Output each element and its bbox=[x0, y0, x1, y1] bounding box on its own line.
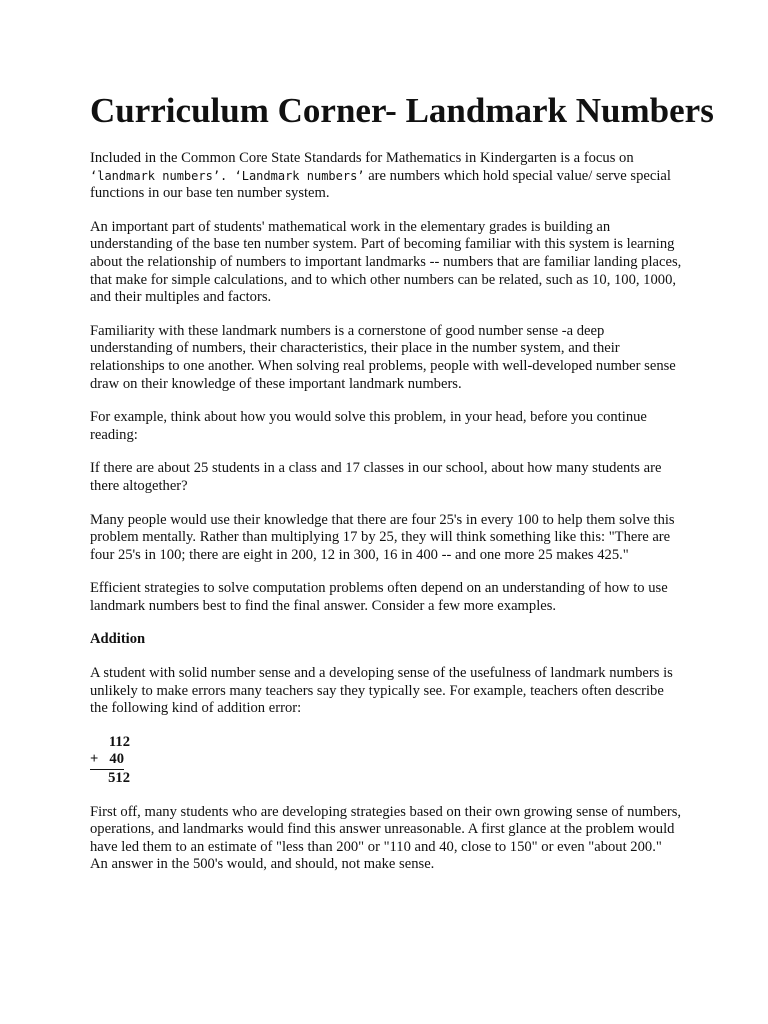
addend-1: 112 bbox=[108, 733, 130, 750]
addition-intro-paragraph: A student with solid number sense and a developing sense of the usefulness of landmark numbers is unlikely to make errors many teachers say they typically see. For example, teachers often describe the following kind of addition error: bbox=[90, 665, 673, 717]
result-row bbox=[90, 770, 130, 788]
document-page bbox=[90, 88, 714, 890]
paragraph-problem: If there are about 25 students in a class and 17 classes in our school, about how many students are there altogether? bbox=[90, 460, 662, 494]
page-title: Curriculum Corner- Landmark Numbers bbox=[90, 91, 714, 130]
intro-paragraph bbox=[90, 150, 682, 203]
intro-text-after: are numbers which hold special value/ serve special functions in our base ten number system. bbox=[90, 167, 671, 202]
addend-1-row bbox=[90, 734, 130, 752]
paragraph-mental-strategy: Many people would use their knowledge that there are four 25's in every 100 to help them solve this problem mentally. Rather than multiplying 17 by 25, they will think something like this: "There are four 25's in 100; there are eight in 200, 12 in 300, 16 in 400 -- and one more 25 makes 425." bbox=[90, 511, 675, 563]
addition-followup-paragraph: First off, many students who are developing strategies based on their own growing sense of numbers, operations, and landmarks would find this answer unreasonable. A first glance at the problem would have led them to an estimate of "less than 200" or "110 and 40, close to 150" or even "about 200." An answer in the 500's would, and should, not make sense. bbox=[90, 803, 682, 873]
paragraph-efficient-strategies: Efficient strategies to solve computation problems often depend on an understanding of how to use landmark numbers best to find the final answer. Consider a few more examples. bbox=[90, 580, 668, 614]
landmark-numbers-quote: ‘landmark numbers’. ‘Landmark numbers’ bbox=[90, 168, 365, 183]
paragraph-for-example: For example, think about how you would solve this problem, in your head, before you continue reading: bbox=[90, 409, 647, 443]
addend-2: 40 bbox=[109, 751, 124, 768]
sum-result: 512 bbox=[108, 770, 130, 787]
addition-heading: Addition bbox=[90, 631, 146, 648]
addend-2-row bbox=[90, 751, 124, 770]
paragraph-familiarity: Familiarity with these landmark numbers is a cornerstone of good number sense -a deep understanding of numbers, their characteristics, their place in the number system, and their relationships to one another. When solving real problems, people with well-developed number sense draw on their knowledge of these important landmark numbers. bbox=[90, 322, 676, 392]
intro-text-before: Included in the Common Core State Standards for Mathematics in Kindergarten is a focus on bbox=[90, 150, 634, 166]
addition-problem bbox=[90, 734, 130, 788]
plus-operator: + bbox=[90, 751, 99, 768]
paragraph-base-ten: An important part of students' mathematical work in the elementary grades is building an understanding of the base ten number system. Part of becoming familiar with this system is learning about the relationship of numbers to important landmarks -- numbers that are familiar landing places, that make for simple calculations, and to which other numbers can be related, such as 10, 100, 1000, and their multiples and factors. bbox=[90, 218, 682, 306]
